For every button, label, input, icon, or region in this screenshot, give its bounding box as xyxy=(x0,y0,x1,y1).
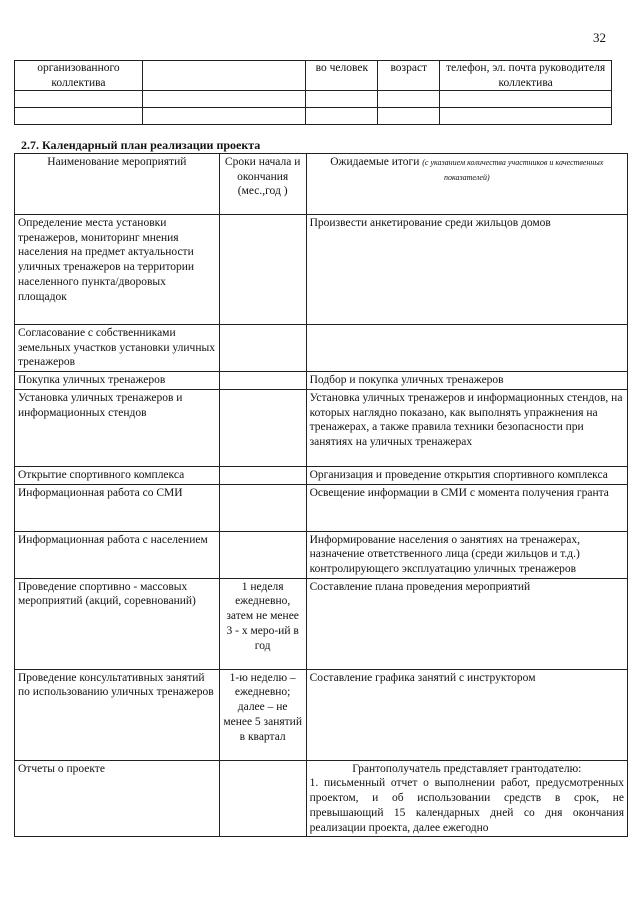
event-results: Освещение информации в СМИ с момента получения гранта xyxy=(306,484,627,531)
collective-blank-header xyxy=(142,61,306,91)
collective-contact-header: телефон, эл. почта руководителя коллектива xyxy=(440,61,612,91)
event-results: Подбор и покупка уличных тренажеров xyxy=(306,372,627,390)
event-name: Открытие спортивного комплекса xyxy=(15,466,220,484)
event-name: Определение места установки тренажеров, мониторинг мнения населения на предмет актуальности уличных тренажеров на территории населенного пункта/дворовых площадок xyxy=(15,215,220,325)
event-name: Отчеты о проекте xyxy=(15,760,220,837)
table-row xyxy=(15,531,628,578)
table-row xyxy=(15,108,612,125)
collective-count-header: во человек xyxy=(306,61,378,91)
event-dates: 1-ю неделю – ежедневно; далее – не менее 5 занятий в квартал xyxy=(219,669,306,760)
event-dates xyxy=(219,372,306,390)
page-number: 32 xyxy=(593,30,606,45)
plan-results-header-label: Ожидаемые итоги xyxy=(330,156,420,168)
event-dates: 1 неделя ежедневно, затем не менее 3 - х меро-ий в год xyxy=(219,578,306,669)
event-dates xyxy=(219,760,306,837)
event-results: Произвести анкетирование среди жильцов домов xyxy=(306,215,627,325)
event-dates xyxy=(219,215,306,325)
event-dates xyxy=(219,466,306,484)
plan-results-header-note: (с указанием количества участников и качественных показателей) xyxy=(422,158,604,182)
table-row xyxy=(15,325,628,372)
table-row xyxy=(15,578,628,669)
table-row xyxy=(15,372,628,390)
event-name: Проведение консультативных занятий по использованию уличных тренажеров xyxy=(15,669,220,760)
event-results: Составление плана проведения мероприятий xyxy=(306,578,627,669)
collective-table xyxy=(14,60,612,125)
report-details: 1. письменный отчет о выполнении работ, предусмотренных проектом, и об использовании средств в срок, не превышающий 15 календарных дней со дня окончания реализации проекта, далее ежегодно xyxy=(309,777,624,834)
event-name: Информационная работа с населением xyxy=(15,531,220,578)
event-dates xyxy=(219,325,306,372)
event-name: Согласование с собственниками земельных участков установки уличных тренажеров xyxy=(15,325,220,372)
section-title: 2.7. Календарный план реализации проекта xyxy=(21,138,261,152)
table-row xyxy=(15,484,628,531)
plan-name-header: Наименование мероприятий xyxy=(15,154,220,215)
table-row xyxy=(15,760,628,837)
collective-name-header: организованного коллектива xyxy=(15,61,143,91)
plan-header-row xyxy=(15,154,628,215)
collective-age-header: возраст xyxy=(378,61,440,91)
calendar-plan-table xyxy=(14,153,628,837)
table-row xyxy=(15,215,628,325)
event-name: Покупка уличных тренажеров xyxy=(15,372,220,390)
event-results xyxy=(306,325,627,372)
event-results: Составление графика занятий с инструктором xyxy=(306,669,627,760)
event-dates xyxy=(219,531,306,578)
event-name: Установка уличных тренажеров и информационных стендов xyxy=(15,389,220,466)
plan-dates-header: Сроки начала и окончания (мес.,год ) xyxy=(219,154,306,215)
report-intro: Грантополучатель представляет грантодателю: xyxy=(352,762,582,775)
table-row xyxy=(15,91,612,108)
plan-results-header xyxy=(306,154,627,215)
event-results: Установка уличных тренажеров и информационных стендов, на которых наглядно показано, как выполнять упражнения на тренажерах, а также правила техники безопасности при занятиях на уличных тренажерах xyxy=(306,389,627,466)
table-row xyxy=(15,389,628,466)
event-name: Информационная работа со СМИ xyxy=(15,484,220,531)
event-results: Информирование населения о занятиях на тренажерах, назначение ответственного лица (среди жильцов и т.д.) контролирующего эксплуатацию уличных тренажеров xyxy=(306,531,627,578)
table-row xyxy=(15,669,628,760)
event-results: Организация и проведение открытия спортивного комплекса xyxy=(306,466,627,484)
event-dates xyxy=(219,484,306,531)
collective-table-header xyxy=(15,61,612,91)
event-results xyxy=(306,760,627,837)
event-name: Проведение спортивно - массовых мероприятий (акций, соревнований) xyxy=(15,578,220,669)
event-dates xyxy=(219,389,306,466)
table-row xyxy=(15,466,628,484)
